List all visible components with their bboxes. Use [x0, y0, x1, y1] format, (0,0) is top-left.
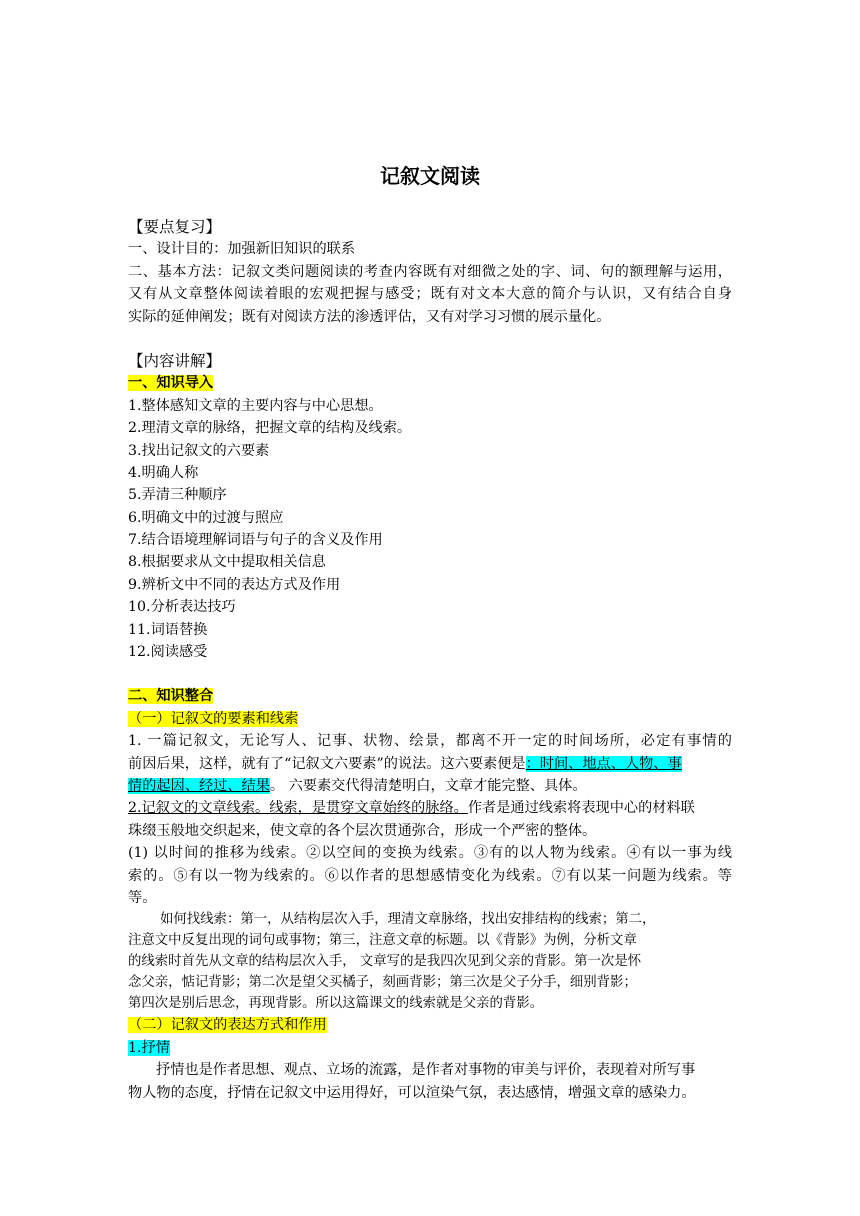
list-item: 10.分析表达技巧 — [128, 599, 236, 616]
list-item: 7.结合语境理解词语与句子的含义及作用 — [128, 532, 383, 549]
find-clue-line-2: 注意文中反复出现的词句或事物；第三，注意文章的标题。以《背影》为例，分析文章 — [128, 933, 637, 949]
find-clue-line-3: 的线索时首先从文章的结构层次入手， 文章写的是我四次见到父亲的背影。第一次是怀 — [128, 954, 642, 970]
clue-types-line-1: (1) 以时间的推移为线索。②以空间的变换为线索。③有的以人物为线索。④有以一事为线 — [128, 845, 732, 862]
paragraph-clue-line-1: 2.记叙文的文章线索。线索，是贯穿文章始终的脉络。作者是通过线索将表现中心的材料联 — [128, 800, 695, 817]
list-item: 4.明确人称 — [128, 464, 199, 481]
content-header: 【内容讲解】 — [128, 351, 222, 370]
lyric-paragraph-line-2: 物人物的态度，抒情在记叙文中运用得好，可以渲染气氛，表达感情，增强文章的感染力。 — [128, 1084, 696, 1101]
review-point-2-line-2: 又有从文章整体阅读着眼的宏观把握与感受；既有对文本大意的简介与认识，又有结合自身 — [128, 286, 732, 303]
review-point-1: 一、设计目的：加强新旧知识的联系 — [128, 241, 356, 258]
review-point-2-line-1: 二、基本方法：记叙文类问题阅读的考查内容既有对细微之处的字、词、句的额理解与运用， — [128, 263, 732, 280]
list-item: 9.辨析文中不同的表达方式及作用 — [128, 576, 341, 593]
find-clue-line-1: 如何找线索：第一，从结构层次入手，理清文章脉络，找出安排结构的线索；第二， — [160, 912, 656, 928]
list-item: 3.找出记叙文的六要素 — [128, 442, 270, 459]
find-clue-line-5: 第四次是别后思念，再现背影。所以这篇课文的线索就是父亲的背影。 — [128, 996, 544, 1012]
document-title: 记叙文阅读 — [380, 164, 480, 188]
paragraph-elements-line-1: 1. 一篇记叙文，无论写人、记事、状物、绘景，都离不开一定的时间场所，必定有事情的 — [128, 733, 732, 750]
paragraph-clue-line-2: 珠缀玉般地交织起来，使文章的各个层次贯通弥合，形成一个严密的整体。 — [128, 822, 597, 839]
spacer — [128, 663, 732, 685]
list-item: 5.弄清三种顺序 — [128, 487, 227, 504]
section-2-title: 二、知识整合 — [128, 688, 214, 705]
list-item: 2.理清文章的脉络，把握文章的结构及线索。 — [128, 420, 412, 437]
paragraph-elements-line-3: 情的起因、经过、结果。 六要素交代得清楚明白，文章才能完整、具体。 — [128, 777, 587, 794]
find-clue-line-4: 念父亲，惦记背影；第二次是望父买橘子，刻画背影；第三次是父子分手，细别背影； — [128, 975, 637, 991]
spacer — [128, 328, 732, 350]
list-item: 6.明确文中的过渡与照应 — [128, 509, 284, 526]
review-header: 【要点复习】 — [128, 218, 222, 236]
subsection-2-title: （二）记叙文的表达方式和作用 — [128, 1017, 327, 1034]
list-item: 8.根据要求从文中提取相关信息 — [128, 554, 326, 571]
subsection-2-item-1: 1.抒情 — [128, 1039, 170, 1056]
six-elements-highlight: ：时间、地点、人物、事 — [525, 755, 682, 772]
clue-definition-underline: 2.记叙文的文章线索。线索，是贯穿文章始终的脉络。 — [128, 800, 468, 817]
lyric-paragraph-line-1: 抒情也是作者思想、观点、立场的流露，是作者对事物的审美与评价，表现着对所写事 — [156, 1062, 696, 1079]
six-elements-highlight-cont: 情的起因、经过、结果 — [128, 777, 270, 794]
document-body — [128, 216, 732, 1104]
paragraph-elements-line-2: 前因后果，这样，就有了“记叙文六要素”的说法。这六要素便是：时间、地点、人物、事 — [128, 755, 682, 772]
clue-types-line-2: 索的。⑤有以一物为线索的。⑥以作者的思想感情变化为线索。⑦有以某一问题为线索。等 — [128, 867, 732, 884]
section-1-title: 一、知识导入 — [128, 375, 214, 392]
subsection-1-title: （一）记叙文的要素和线索 — [128, 710, 299, 727]
list-item: 12.阅读感受 — [128, 644, 208, 661]
review-point-2-line-3: 实际的延伸阐发；既有对阅读方法的渗透评估，又有对学习习惯的展示量化。 — [128, 308, 611, 325]
list-item: 11.词语替换 — [128, 621, 208, 638]
clue-types-line-3: 等。 — [128, 889, 157, 906]
list-item: 1.整体感知文章的主要内容与中心思想。 — [128, 397, 383, 414]
